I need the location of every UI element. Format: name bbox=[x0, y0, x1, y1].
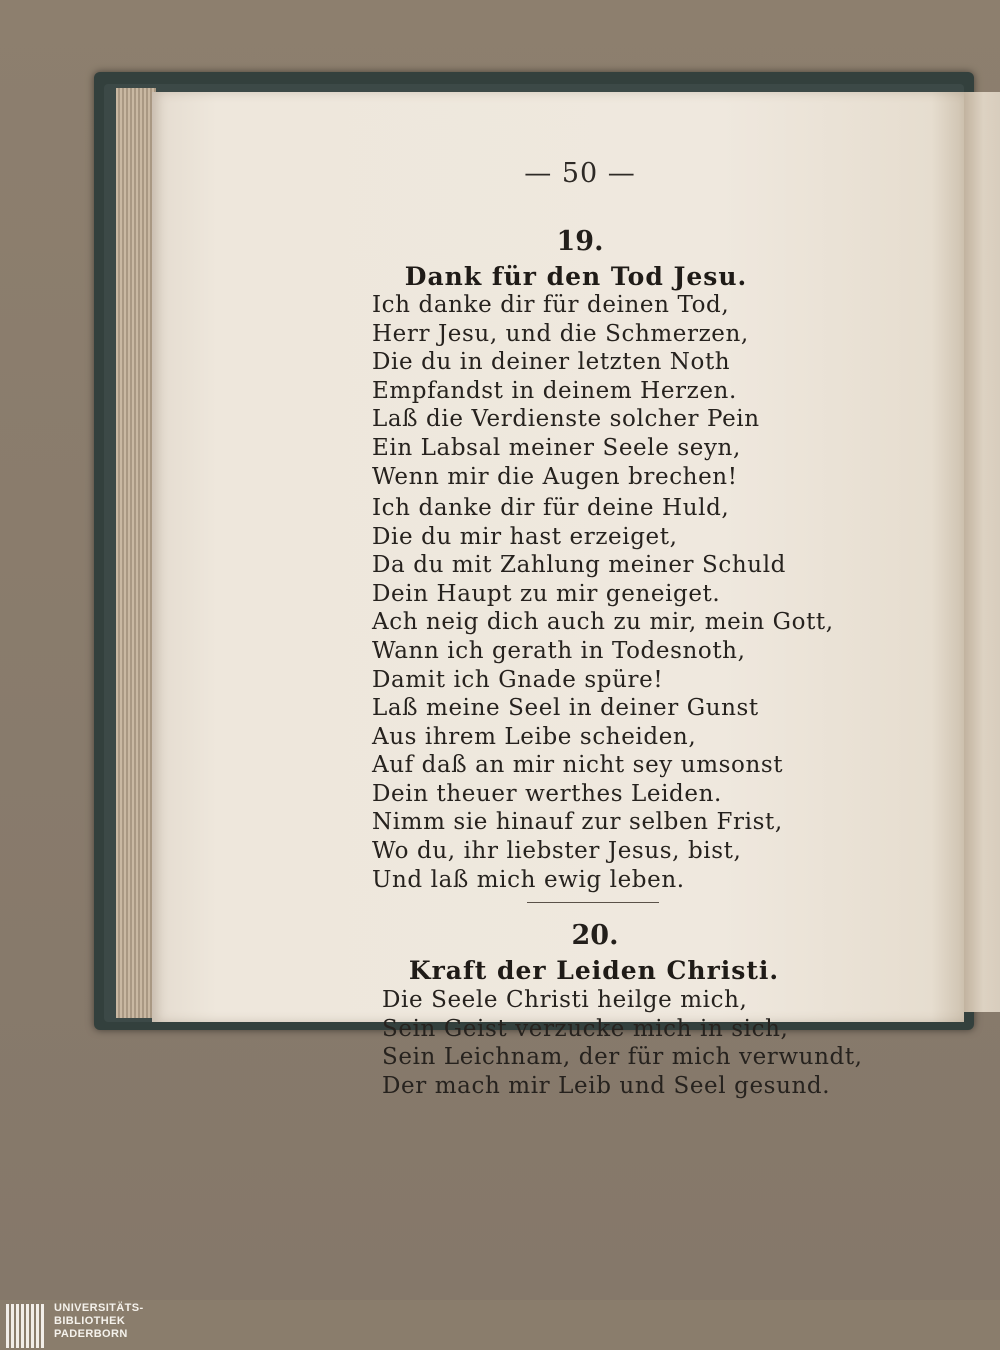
verse-line: Wo du, ihr liebster Jesus, bist, bbox=[372, 837, 742, 864]
hymn-number: 20. bbox=[571, 920, 619, 951]
hymn-number: 19. bbox=[556, 226, 604, 257]
verse-line: Der mach mir Leib und Seel gesund. bbox=[382, 1072, 831, 1099]
verse-line: Die du mir hast erzeiget, bbox=[372, 523, 678, 550]
logo-line: UNIVERSITÄTS- bbox=[54, 1302, 144, 1314]
stanza bbox=[372, 494, 834, 694]
verse-line: Laß die Verdienste solcher Pein bbox=[372, 406, 760, 433]
hymn-title: Kraft der Leiden Christi. bbox=[408, 956, 780, 985]
logo-line: PADERBORN bbox=[54, 1328, 128, 1340]
verse-line: Dein theuer werthes Leiden. bbox=[372, 780, 722, 807]
verse-line: Dein Haupt zu mir geneiget. bbox=[372, 580, 721, 607]
verse-line: Herr Jesu, und die Schmerzen, bbox=[372, 320, 749, 347]
verse-line: Sein Geist verzucke mich in sich, bbox=[382, 1015, 789, 1042]
page-number: — 50 — bbox=[524, 158, 636, 189]
verse-line: Wann ich gerath in Todesnoth, bbox=[372, 637, 746, 664]
verse-line: Nimm sie hinauf zur selben Frist, bbox=[372, 809, 783, 836]
verse-line: Auf daß an mir nicht sey umsonst bbox=[372, 752, 784, 779]
hymn-title: Dank für den Tod Jesu. bbox=[404, 262, 748, 291]
verse-line: Ein Labsal meiner Seele seyn, bbox=[372, 434, 741, 461]
facing-page-edge bbox=[958, 92, 1000, 1012]
library-logo-text bbox=[54, 1302, 274, 1341]
stanza bbox=[372, 291, 760, 491]
logo-line: BIBLIOTHEK bbox=[54, 1315, 126, 1327]
stanza bbox=[372, 694, 783, 894]
stanza bbox=[382, 986, 863, 1100]
verse-line: Ich danke dir für deinen Tod, bbox=[372, 292, 730, 318]
verse-line: Laß meine Seel in deiner Gunst bbox=[372, 695, 759, 721]
verse-line: Und laß mich ewig leben. bbox=[372, 866, 685, 893]
verse-line: Aus ihrem Leibe scheiden, bbox=[372, 723, 697, 750]
verse-line: Die du in deiner letzten Noth bbox=[372, 349, 731, 376]
verse-line: Sein Leichnam, der für mich verwundt, bbox=[382, 1044, 863, 1071]
verse-line: Wenn mir die Augen brechen! bbox=[372, 463, 738, 490]
verse-line: Ich danke dir für deine Huld, bbox=[372, 495, 730, 521]
page-stack-edge bbox=[116, 88, 156, 1018]
verse-line: Die Seele Christi heilge mich, bbox=[382, 987, 748, 1013]
section-divider bbox=[527, 902, 659, 903]
verse-line: Empfandst in deinem Herzen. bbox=[372, 377, 737, 404]
verse-line: Damit ich Gnade spüre! bbox=[372, 666, 664, 693]
verse-line: Da du mit Zahlung meiner Schuld bbox=[372, 552, 787, 579]
library-logo-icon bbox=[6, 1304, 48, 1348]
verse-line: Ach neig dich auch zu mir, mein Gott, bbox=[372, 609, 834, 636]
